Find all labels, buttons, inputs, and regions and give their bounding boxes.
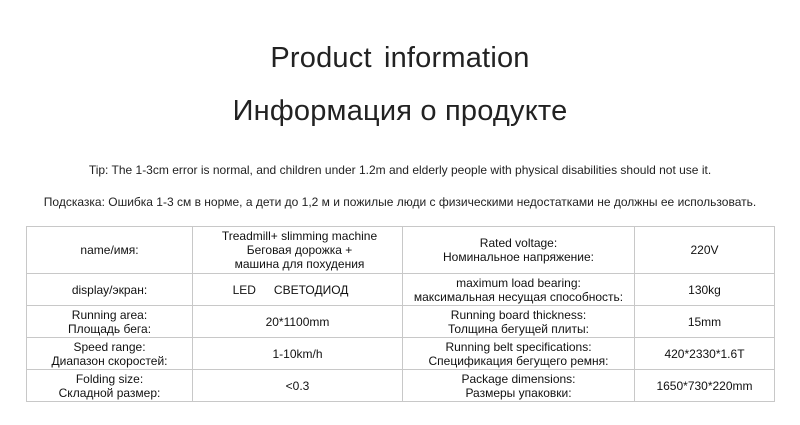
spec-value-text: 20*1100mm bbox=[265, 314, 330, 329]
spec-label-text: Folding size: bbox=[75, 371, 144, 386]
page-title-english: Product information bbox=[270, 42, 530, 74]
spec-label bbox=[403, 370, 635, 402]
spec-label bbox=[403, 338, 635, 370]
tip-english: Tip: The 1-3cm error is normal, and children under 1.2m and elderly people with physical disabilities should not use it. bbox=[88, 163, 712, 177]
spec-label-text: максимальная несущая способность: bbox=[413, 289, 624, 304]
spec-label bbox=[403, 306, 635, 338]
spec-label-text: Номинальное напряжение: bbox=[442, 250, 595, 265]
spec-value bbox=[193, 338, 403, 370]
spec-label bbox=[27, 370, 193, 402]
table-row bbox=[27, 274, 775, 306]
spec-value bbox=[193, 227, 403, 274]
spec-label-text: Package dimensions: bbox=[461, 371, 576, 386]
spec-value bbox=[193, 306, 403, 338]
spec-label-text: Running area: bbox=[71, 307, 148, 322]
specification-table bbox=[26, 226, 775, 402]
table-row bbox=[27, 370, 775, 402]
spec-label-text: Диапазон скоростей: bbox=[51, 353, 168, 368]
spec-label-text: Rated voltage: bbox=[479, 236, 558, 251]
spec-label-text: maximum load bearing: bbox=[456, 275, 581, 290]
spec-value-text: <0.3 bbox=[285, 378, 310, 393]
spec-value bbox=[635, 227, 775, 274]
spec-value-text: Treadmill+ slimming machine bbox=[221, 229, 378, 244]
spec-label bbox=[27, 306, 193, 338]
spec-value-text: 220V bbox=[690, 243, 719, 258]
spec-value-text: 15mm bbox=[687, 314, 722, 329]
spec-value-text: 420*2330*1.6T bbox=[664, 346, 745, 361]
spec-label bbox=[27, 227, 193, 274]
tip-russian: Подсказка: Ошибка 1-3 см в норме, а дети до 1,2 м и пожилые люди с физическими недостатками не должны ее использовать. bbox=[43, 195, 757, 209]
spec-value bbox=[635, 370, 775, 402]
spec-value bbox=[193, 274, 403, 306]
spec-label bbox=[27, 274, 193, 306]
spec-label-text: Складной размер: bbox=[58, 385, 161, 400]
table-row bbox=[27, 306, 775, 338]
spec-value-text: 1-10km/h bbox=[272, 346, 323, 361]
spec-label bbox=[27, 338, 193, 370]
table-row bbox=[27, 227, 775, 274]
spec-value-text: 130kg bbox=[688, 282, 721, 297]
spec-label-text: display/экран: bbox=[71, 282, 148, 297]
spec-label-text: Running belt specifications: bbox=[445, 339, 592, 354]
spec-value bbox=[193, 370, 403, 402]
page-title-russian: Информация о продукте bbox=[232, 95, 568, 127]
spec-label-text: name/имя: bbox=[80, 243, 139, 258]
spec-label-text: Площадь бега: bbox=[67, 321, 152, 336]
spec-value-text: Беговая дорожка + bbox=[246, 243, 353, 258]
spec-value-text: СВЕТОДИОД bbox=[273, 282, 349, 297]
spec-label-text: Спецификация бегущего ремня: bbox=[428, 353, 609, 368]
spec-value bbox=[635, 306, 775, 338]
spec-label bbox=[403, 227, 635, 274]
spec-value-text: 1650*730*220mm bbox=[656, 378, 753, 393]
spec-value-text: машина для похудения bbox=[234, 257, 365, 272]
spec-value bbox=[635, 338, 775, 370]
spec-label-text: Running board thickness: bbox=[450, 307, 587, 322]
spec-label-text: Speed range: bbox=[73, 339, 146, 354]
spec-value bbox=[635, 274, 775, 306]
spec-label-text: Толщина бегущей плиты: bbox=[448, 321, 589, 336]
table-row bbox=[27, 338, 775, 370]
spec-label bbox=[403, 274, 635, 306]
spec-label-text: Размеры упаковки: bbox=[465, 385, 572, 400]
spec-value-text: LED bbox=[232, 282, 256, 297]
